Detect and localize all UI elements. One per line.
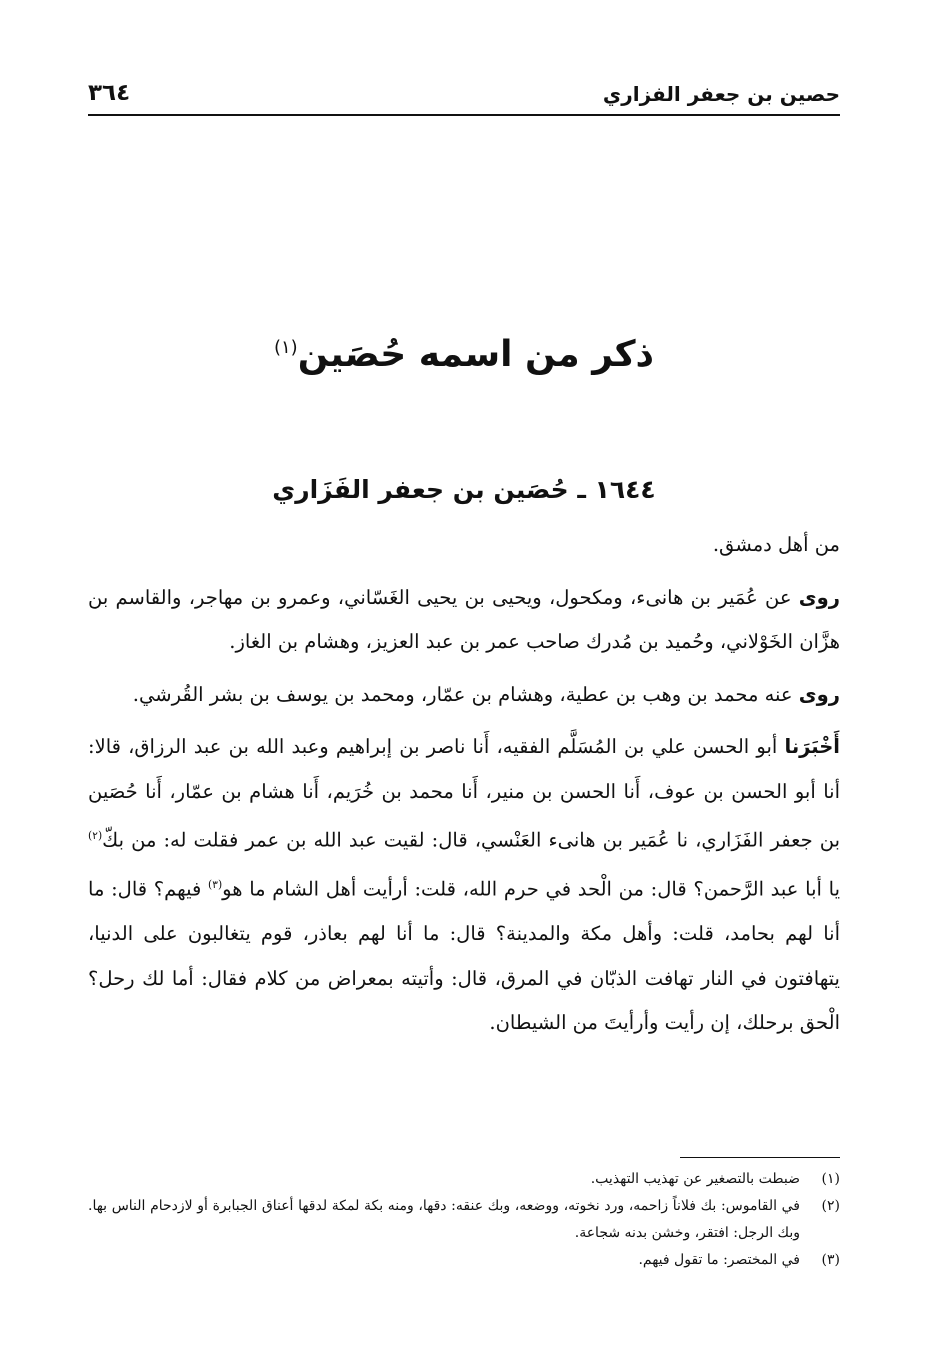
- paragraph-text: عنه محمد بن وهب بن عطية، وهشام بن عمّار، ومحمد بن يوسف بن بشر القُرشي.: [132, 682, 799, 706]
- paragraph-text: عن عُمَير بن هانىء، ومكحول، ويحيى بن يحيى الغَسّاني، وعمرو بن مهاجر، والقاسم بن هزَّان الخَوْلاني، وحُميد بن مُدرك صاحب عمر بن عبد العزيز، وهشام بن الغاز.: [88, 585, 840, 653]
- paragraph-lead: روى: [798, 682, 840, 706]
- entry-title: ١٦٤٤ ـ حُصَين بن جعفر الفَزَاري: [272, 475, 656, 504]
- body-text: [88, 523, 840, 1054]
- paragraph-text: يا أبا عبد الرَّحمن؟ قال: من الْحد في حرم الله، قلت: أرأيت أهل الشام ما هو: [222, 877, 840, 901]
- footnote: [88, 1193, 840, 1247]
- chapter-title-text: ذكر من اسمه حُصَين: [297, 334, 655, 375]
- narrated-from-paragraph: [88, 576, 840, 665]
- footnote-number: (٢): [821, 1198, 840, 1214]
- narrated-by-paragraph: [88, 673, 840, 718]
- footnote-ref-3: (٣): [208, 878, 223, 891]
- footnote: [88, 1166, 840, 1193]
- origin-paragraph: من أهل دمشق.: [712, 533, 840, 556]
- paragraph-lead: روى: [798, 585, 840, 609]
- footnotes: [88, 1166, 840, 1274]
- footnote-text: في القاموس: بك فلاناً زاحمه، ورد نخوته، ووضعه، وبك عنقه: دقها، ومنه بكة لمكة لدقها أعناق الجبابرة أو لازدحام الناس بها. وبك الرجل: افتقر، وخشن بدنه شجاعة.: [88, 1198, 800, 1241]
- running-head: حصين بن جعفر الفزاري: [602, 82, 840, 106]
- page-header: [88, 78, 840, 116]
- footnote-ref-2: (٢): [88, 829, 103, 842]
- footnote-ref-1: (١): [273, 337, 298, 358]
- page-number: ٣٦٤: [88, 80, 131, 106]
- footnote-number: (٣): [821, 1252, 840, 1268]
- hadith-paragraph: [88, 725, 840, 1046]
- footnote-text: في المختصر: ما تقول فيهم.: [638, 1252, 800, 1268]
- paragraph-lead: أَخْبَرَنا: [784, 735, 840, 758]
- footnote: [88, 1247, 840, 1274]
- paragraph-text: فيهم؟ قال: ما أنا لهم بحامد، قلت: وأهل مكة والمدينة؟ قال: ما أنا لهم بعاذر، قوم يتغالبون على الدنيا، يتهافتون في النار تهافت الذبّان في المرق، قال: وأتيته بمعراض من كلام فقال: أما لك رحل؟ الْحق برحلك، إن رأيت وأرأيتَ من الشيطان.: [88, 877, 840, 1034]
- chapter-title: [88, 322, 840, 381]
- footnote-divider: [680, 1157, 840, 1158]
- paragraph-text: أبو الحسن علي بن المُسَلَّم الفقيه، أَنا ناصر بن إبراهيم وعبد الله بن عبد الرزاق، قالا: أنا أبو الحسن بن عوف، أَنا الحسن بن منير، أَنا محمد بن خُرَيم، أَنا هشام بن عمّار، أَنا حُصَين بن جعفر الفَزَاري، نا عُمَير بن هانىء العَنْسي، قال: لقيت عبد الله بن عمر فقلت له: من بكّ: [88, 735, 840, 852]
- footnote-number: (١): [821, 1171, 840, 1187]
- footnote-text: ضبطت بالتصغير عن تهذيب التهذيب.: [590, 1171, 800, 1187]
